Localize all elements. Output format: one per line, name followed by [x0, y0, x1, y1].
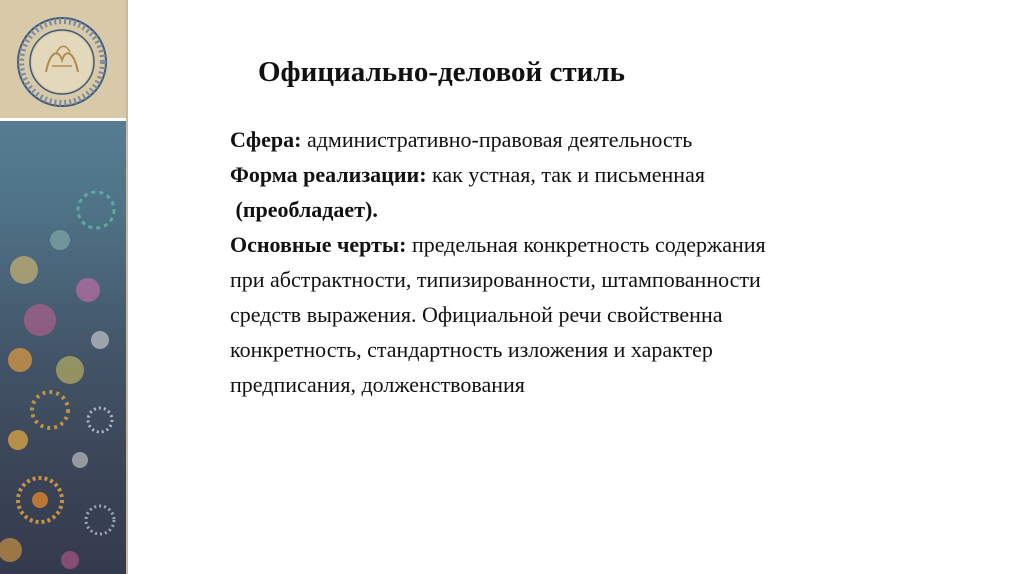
slide-body [230, 122, 990, 402]
line-text: при абстрактности, типизированности, штампованности [230, 267, 761, 292]
body-line [230, 367, 990, 402]
body-line [230, 157, 990, 192]
line-label: Основные черты: [230, 232, 407, 257]
ornament-pattern [0, 120, 126, 574]
body-line [230, 262, 990, 297]
slide-title: Официально-деловой стиль [258, 56, 625, 88]
logo-panel [0, 0, 126, 121]
line-text: административно-правовая деятельность [301, 127, 693, 152]
line-label: Форма реализации: [230, 162, 427, 187]
sidebar-divider [126, 0, 128, 574]
body-line [230, 227, 990, 262]
decorative-sidebar [0, 0, 126, 574]
line-text: как устная, так и письменная [426, 162, 705, 187]
body-line [230, 192, 990, 227]
line-text: предписания, долженствования [230, 372, 525, 397]
line-label: (преобладает). [230, 197, 378, 222]
body-line [230, 122, 990, 157]
line-label: Сфера: [230, 127, 302, 152]
body-line [230, 297, 990, 332]
body-line [230, 332, 990, 367]
line-text: средств выражения. Официальной речи свойственна [230, 302, 723, 327]
line-text: предельная конкретность содержания [406, 232, 766, 257]
university-seal-icon [0, 0, 126, 118]
line-text: конкретность, стандартность изложения и характер [230, 337, 713, 362]
